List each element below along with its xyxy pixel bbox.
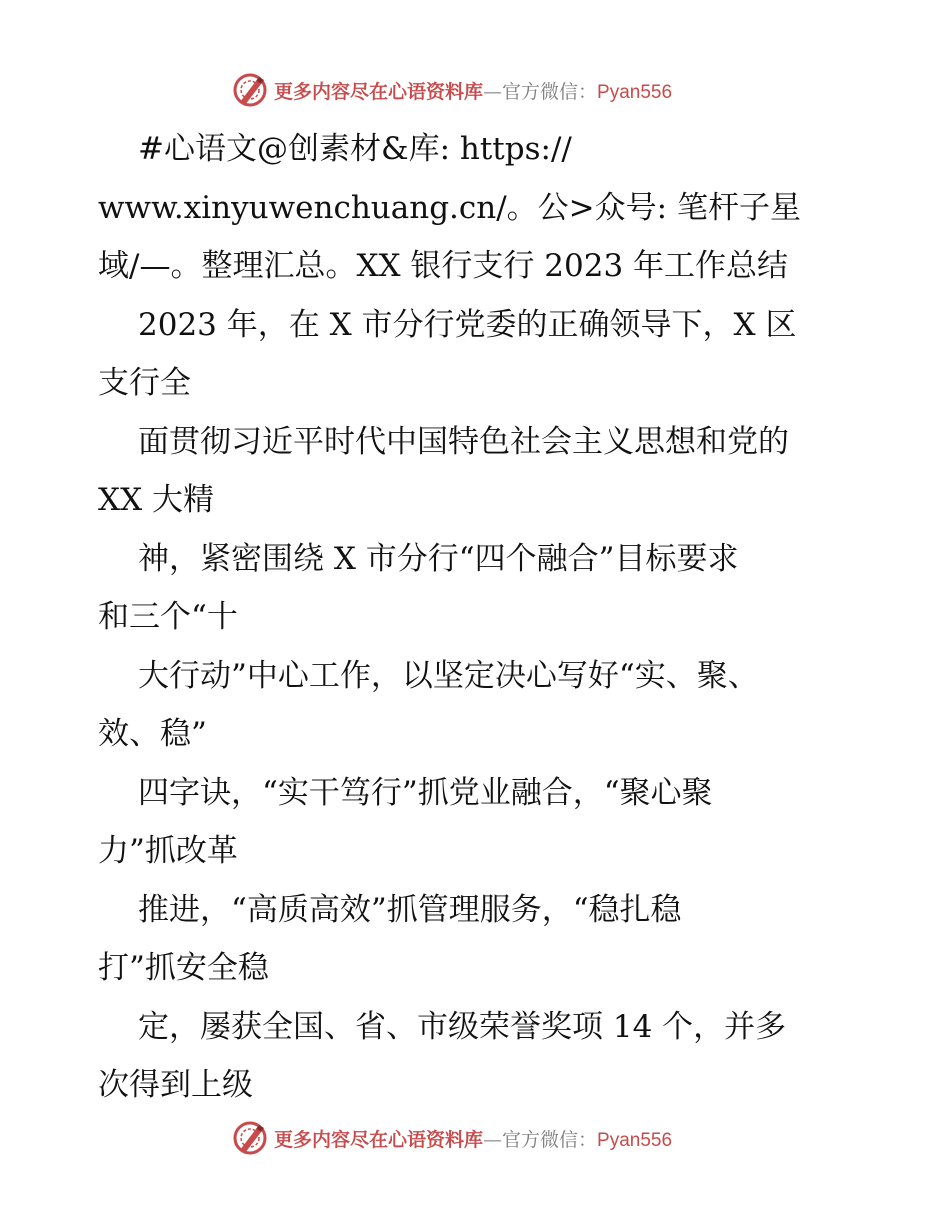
banner-wechat-handle: Pyan556 xyxy=(597,1130,673,1151)
pen-logo-icon xyxy=(232,72,268,108)
text-line: #心语文@创素材&库: https:// xyxy=(138,131,572,167)
text-line: 和三个“十 xyxy=(98,599,238,635)
banner-text xyxy=(274,79,672,105)
text-line: 面贯彻习近平时代中国特色社会主义思想和党的 xyxy=(138,423,789,460)
banner-dash: — xyxy=(483,1129,503,1151)
text-line: 定，屡获全国、省、市级荣誉奖项 14 个，并多 xyxy=(138,1008,787,1045)
footer-banner xyxy=(0,1118,950,1162)
text-line: 大行动”中心工作，以坚定决心写好“实、聚、 xyxy=(138,657,759,694)
text-line: XX 大精 xyxy=(98,482,214,518)
text-line: 打”抓安全稳 xyxy=(98,950,269,986)
text-line: 支行全 xyxy=(98,365,191,401)
text-line: 力”抓改革 xyxy=(98,833,238,869)
text-line: 推进，“高质高效”抓管理服务，“稳扎稳 xyxy=(138,891,682,928)
text-line: 四字诀，“实干笃行”抓党业融合，“聚心聚 xyxy=(138,774,713,811)
text-line: 效、稳” xyxy=(98,716,207,752)
banner-wechat-handle: Pyan556 xyxy=(597,82,673,103)
text-line: www.xinyuwenchuang.cn/。公>众号: 笔杆子星 xyxy=(98,189,801,226)
banner-text xyxy=(274,1127,672,1153)
document-body xyxy=(98,120,858,1115)
pen-logo-icon xyxy=(232,1120,268,1156)
header-banner xyxy=(0,70,950,114)
text-line: 次得到上级 xyxy=(98,1067,253,1103)
banner-dash: — xyxy=(483,81,503,103)
banner-official-label: 官方微信： xyxy=(502,81,598,103)
banner-main-text: 更多内容尽在心语资料库 xyxy=(274,1129,484,1151)
banner-main-text: 更多内容尽在心语资料库 xyxy=(274,81,484,103)
text-line: 域/—。整理汇总。XX 银行支行 2023 年工作总结 xyxy=(98,248,789,284)
banner-official-label: 官方微信： xyxy=(502,1129,598,1151)
text-line: 2023 年，在 X 市分行党委的正确领导下，X 区 xyxy=(138,306,797,343)
text-line: 神，紧密围绕 X 市分行“四个融合”目标要求 xyxy=(138,540,739,577)
